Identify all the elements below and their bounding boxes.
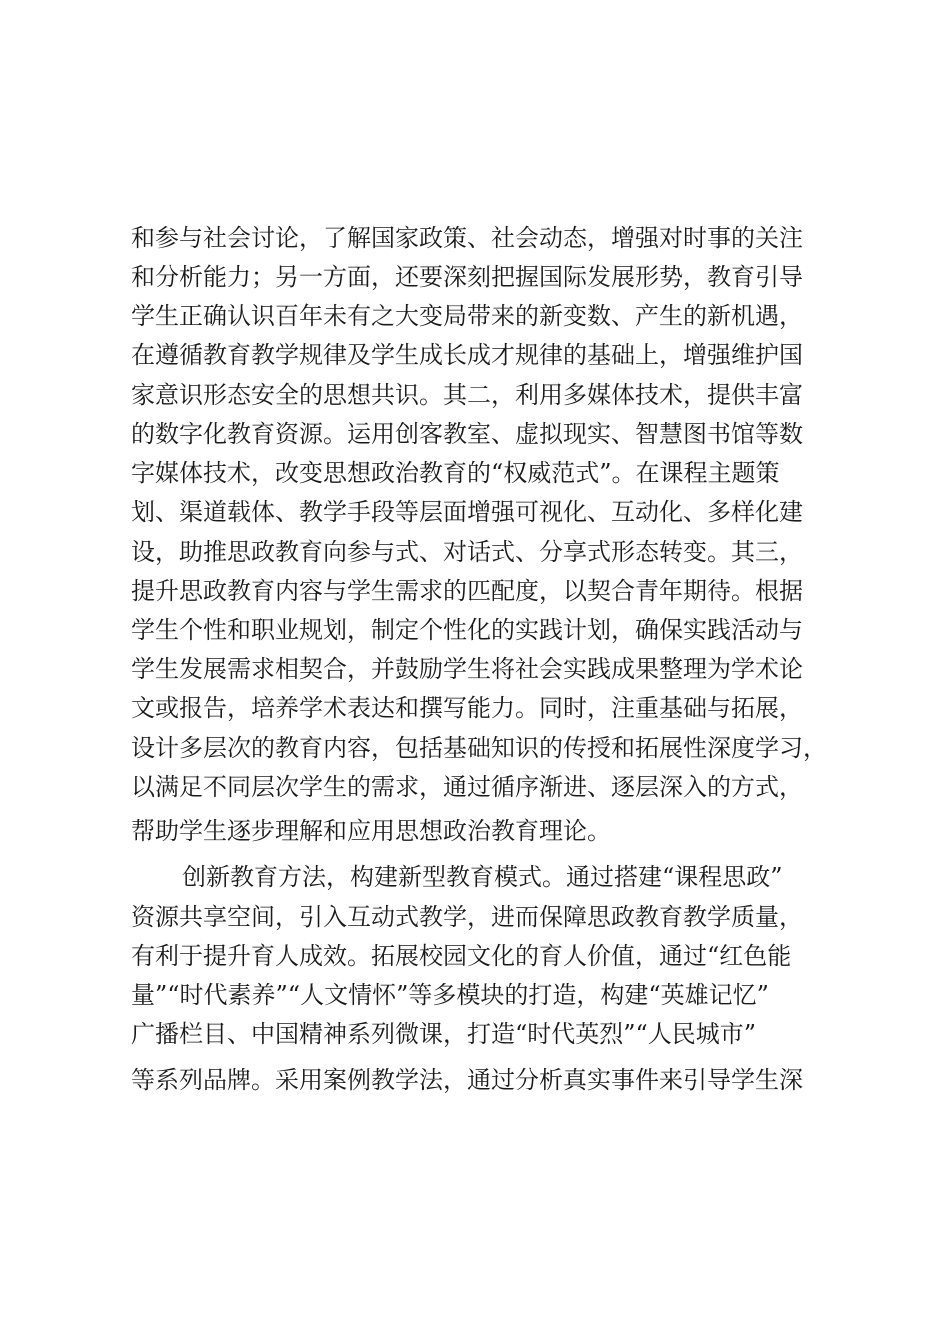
text-line: 和参与社会讨论，了解国家政策、社会动态，增强对时事的关注	[131, 224, 803, 252]
text-line: 和分析能力；另一方面，还要深刻把握国际发展形势，教育引导	[131, 263, 803, 291]
text-line: 学生个性和职业规划，制定个性化的实践计划，确保实践活动与	[131, 616, 803, 644]
text-line: 文或报告，培养学术表达和撰写能力。同时，注重基础与拓展，	[131, 694, 803, 722]
text-line: 以满足不同层次学生的需求，通过循序渐进、逐层深入的方式，	[131, 773, 803, 801]
text-line: 等系列品牌。采用案例教学法，通过分析真实事件来引导学生深	[131, 1066, 803, 1094]
text-line: 广播栏目、中国精神系列微课，打造“时代英烈”“人民城市”	[131, 1020, 757, 1048]
text-line: 家意识形态安全的思想共识。其二，利用多媒体技术，提供丰富	[131, 381, 803, 409]
text-line: 资源共享空间，引入互动式教学，进而保障思政教育教学质量，	[131, 903, 803, 931]
text-line: 设，助推思政教育向参与式、对话式、分享式形态转变。其三，	[131, 538, 803, 566]
text-line: 学生发展需求相契合，并鼓励学生将社会实践成果整理为学术论	[131, 655, 803, 683]
text-line: 在遵循教育教学规律及学生成长成才规律的基础上，增强维护国	[131, 341, 803, 369]
paragraph-first-line: 创新教育方法，构建新型教育模式。通过搭建“课程思政”	[182, 863, 783, 891]
text-line: 的数字化教育资源。运用创客教室、虚拟现实、智慧图书馆等数	[131, 420, 803, 448]
text-line: 设计多层次的教育内容，包括基础知识的传授和拓展性深度学习，	[131, 734, 827, 762]
text-line: 划、渠道载体、教学手段等层面增强可视化、互动化、多样化建	[131, 498, 803, 526]
text-line: 学生正确认识百年未有之大变局带来的新变数、产生的新机遇，	[131, 302, 803, 330]
text-line: 字媒体技术，改变思想政治教育的“权威范式”。在课程主题策	[131, 459, 780, 487]
text-line: 量”“时代素养”“人文情怀”等多模块的打造，构建“英雄记忆”	[131, 981, 769, 1009]
text-line: 有利于提升育人成效。拓展校园文化的育人价值，通过“红色能	[131, 942, 792, 970]
text-line: 帮助学生逐步理解和应用思想政治教育理论。	[131, 817, 611, 845]
text-line: 提升思政教育内容与学生需求的匹配度，以契合青年期待。根据	[131, 577, 803, 605]
